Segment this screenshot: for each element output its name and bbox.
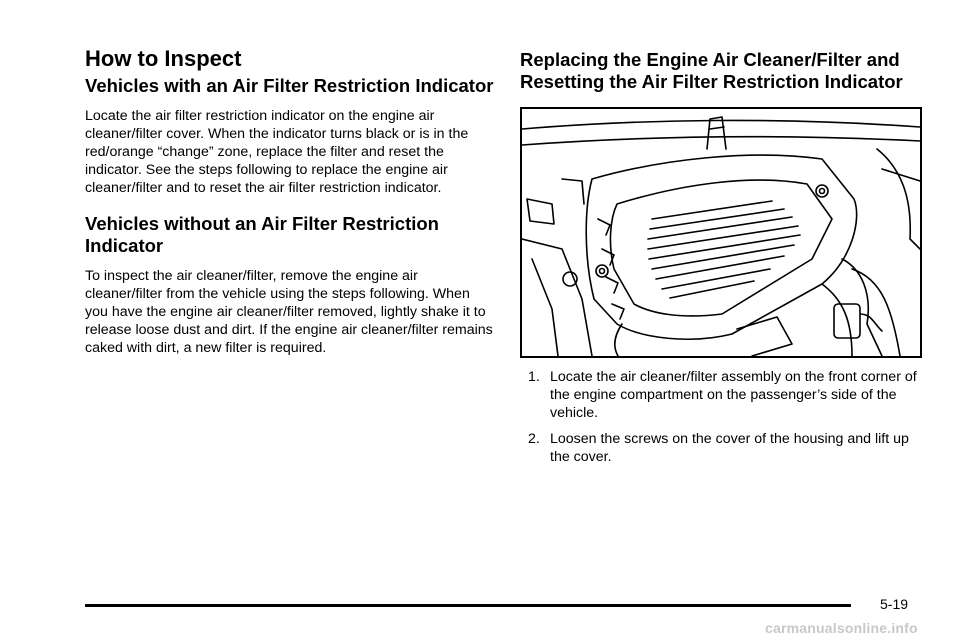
section-body-without-indicator: To inspect the air cleaner/filter, remove the engine air cleaner/filter from the vehicle using the steps following. When you have the engine air cleaner/filter removed, lightly shake it to release loose dust and dirt. If the engine air cleaner/filter remains caked with dirt, a new filter is required. [85, 268, 493, 356]
step-number: 2. [528, 431, 540, 447]
step-number: 1. [528, 369, 540, 385]
step-text: Loosen the screws on the cover of the housing and lift up the cover. [550, 431, 909, 465]
step-text: Locate the air cleaner/filter assembly on the front corner of the engine compartment on the passenger’s side of the vehicle. [550, 369, 917, 421]
section-heading-with-indicator: Vehicles with an Air Filter Restriction Indicator [85, 75, 494, 96]
engine-compartment-drawing [522, 109, 920, 356]
right-column [520, 46, 924, 474]
footer-rule [85, 604, 851, 607]
replacing-heading: Replacing the Engine Air Cleaner/Filter and Resetting the Air Filter Restriction Indicator [520, 49, 903, 92]
air-cleaner-illustration [520, 107, 922, 358]
steps-list [520, 368, 924, 466]
page-number: 5-19 [880, 596, 909, 612]
page-title: How to Inspect [85, 46, 242, 71]
step-item [520, 430, 924, 466]
step-item [520, 368, 924, 422]
left-column [85, 46, 495, 357]
watermark: carmanualsonline.info [765, 620, 918, 636]
section-body-with-indicator: Locate the air filter restriction indicator on the engine air cleaner/filter cover. When the indicator turns black or is in the red/orange “change” zone, replace the filter and reset the indicator. See the steps following to replace the engine air cleaner/filter and to reset the air filter restriction indicator. [85, 108, 469, 196]
section-heading-without-indicator: Vehicles without an Air Filter Restriction Indicator [85, 213, 439, 256]
